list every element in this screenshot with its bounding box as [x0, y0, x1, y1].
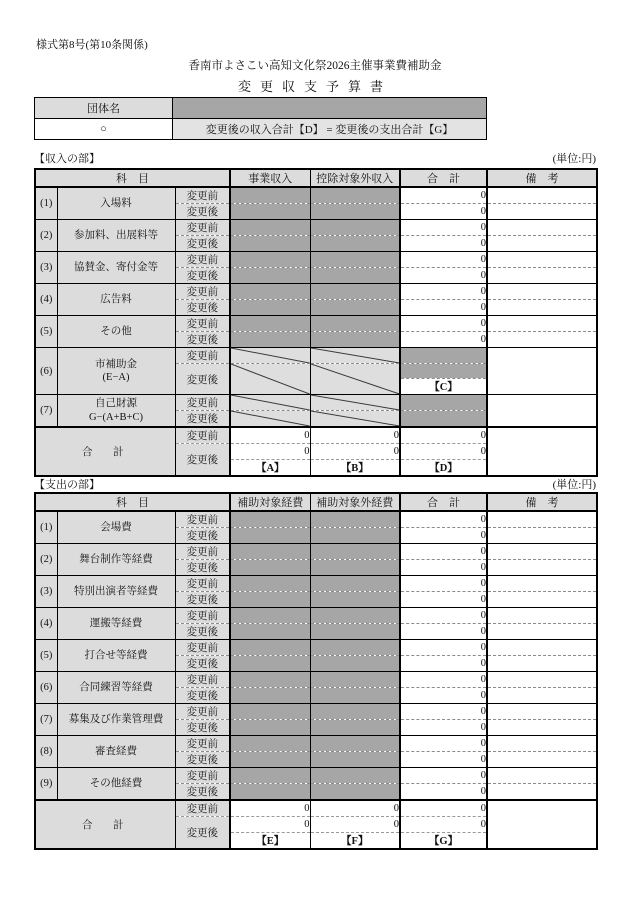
disabled-cell	[230, 268, 310, 284]
total-value: 0	[400, 204, 487, 220]
disabled-cell	[230, 720, 310, 736]
income-row-no: (6)	[35, 348, 57, 395]
key-cell-e: 【E】	[230, 833, 310, 850]
disabled-cell	[310, 187, 400, 204]
diagonal-line	[231, 348, 310, 363]
organization-name-field	[173, 98, 487, 119]
note-cell	[487, 544, 597, 560]
disabled-cell	[230, 784, 310, 801]
disabled-cell	[230, 187, 310, 204]
income-row-no: (5)	[35, 316, 57, 348]
note-cell	[487, 252, 597, 268]
expense-total-after-col1: 0	[230, 817, 310, 833]
expense-total-before-col1: 0	[230, 800, 310, 817]
disabled-cell	[310, 752, 400, 768]
income-row-name: その他	[57, 316, 175, 348]
before-label: 変更前	[175, 768, 230, 784]
after-label: 変更後	[175, 444, 230, 477]
after-label: 変更後	[175, 560, 230, 576]
key-cell-g: 【G】	[400, 833, 487, 850]
income-total-label: 合 計	[35, 427, 175, 476]
note-cell	[487, 720, 597, 736]
before-label: 変更前	[175, 316, 230, 332]
expense-row-name: 特別出演者等経費	[57, 576, 175, 608]
expense-total-before-sum: 0	[400, 800, 487, 817]
disabled-cell	[400, 348, 487, 364]
total-value: 0	[400, 768, 487, 784]
total-value: 0	[400, 316, 487, 332]
diagonal-line	[231, 364, 310, 394]
disabled-cell	[310, 784, 400, 801]
disabled-cell	[230, 656, 310, 672]
disabled-cell	[310, 284, 400, 300]
after-label: 変更後	[175, 592, 230, 608]
disabled-cell	[310, 592, 400, 608]
diagonal-line	[311, 348, 400, 363]
expense-table	[34, 492, 598, 850]
before-label: 変更前	[175, 576, 230, 592]
note-cell	[487, 560, 597, 576]
expense-row-name: 運搬等経費	[57, 608, 175, 640]
disabled-cell	[230, 316, 310, 332]
organization-name-label: 団体名	[35, 98, 173, 119]
disabled-cell	[310, 688, 400, 704]
before-label: 変更前	[175, 252, 230, 268]
disabled-cell	[230, 300, 310, 316]
disabled-cell	[230, 624, 310, 640]
income-section-header	[34, 150, 596, 166]
expense-row-no: (8)	[35, 736, 57, 768]
total-value: 0	[400, 688, 487, 704]
after-label: 変更後	[175, 268, 230, 284]
income-row-name: 協賛金、寄付金等	[57, 252, 175, 284]
expense-row-name: 合同練習等経費	[57, 672, 175, 704]
note-cell	[487, 187, 597, 204]
total-value: 0	[400, 284, 487, 300]
disabled-cell	[310, 640, 400, 656]
note-cell	[487, 624, 597, 640]
disabled-cell	[310, 560, 400, 576]
disabled-cell	[310, 576, 400, 592]
income-total-after-col2: 0	[310, 444, 400, 460]
note-cell	[487, 220, 597, 236]
note-cell	[487, 672, 597, 688]
after-label: 変更後	[175, 528, 230, 544]
total-value: 0	[400, 300, 487, 316]
crossed-out-cell	[310, 364, 400, 395]
total-value: 0	[400, 784, 487, 801]
note-cell	[487, 576, 597, 592]
total-value: 0	[400, 252, 487, 268]
after-label: 変更後	[175, 300, 230, 316]
expense-header-col2: 補助対象外経費	[310, 493, 400, 511]
total-value: 0	[400, 236, 487, 252]
disabled-cell	[230, 560, 310, 576]
disabled-cell	[400, 411, 487, 428]
expense-header-col1: 補助対象経費	[230, 493, 310, 511]
circle-mark: ○	[35, 119, 173, 140]
crossed-out-cell	[310, 348, 400, 364]
crossed-out-cell	[230, 348, 310, 364]
note-cell	[487, 784, 597, 801]
note-cell	[487, 736, 597, 752]
expense-row-name: 審査経費	[57, 736, 175, 768]
note-cell	[487, 284, 597, 300]
disabled-cell	[310, 252, 400, 268]
total-value: 0	[400, 736, 487, 752]
expense-row-no: (7)	[35, 704, 57, 736]
disabled-cell	[310, 768, 400, 784]
income-header-total: 合 計	[400, 169, 487, 187]
disabled-cell	[230, 704, 310, 720]
note-cell	[487, 427, 597, 476]
disabled-cell	[310, 720, 400, 736]
disabled-cell	[310, 511, 400, 528]
disabled-cell	[230, 528, 310, 544]
expense-row-name: 舞台制作等経費	[57, 544, 175, 576]
form-number: 様式第8号(第10条関係)	[36, 39, 148, 51]
disabled-cell	[230, 204, 310, 220]
expense-row-no: (1)	[35, 511, 57, 544]
total-value: 0	[400, 544, 487, 560]
expense-row-name: 会場費	[57, 511, 175, 544]
expense-row-no: (5)	[35, 640, 57, 672]
income-header-col2: 控除対象外収入	[310, 169, 400, 187]
before-label: 変更前	[175, 187, 230, 204]
income-row-name	[57, 395, 175, 428]
crossed-out-cell	[230, 395, 310, 411]
after-label: 変更後	[175, 411, 230, 428]
after-label: 変更後	[175, 784, 230, 801]
before-label: 変更前	[175, 427, 230, 444]
disabled-cell	[230, 736, 310, 752]
income-row-name	[57, 348, 175, 395]
disabled-cell	[400, 364, 487, 379]
expense-row-no: (6)	[35, 672, 57, 704]
after-label: 変更後	[175, 817, 230, 850]
expense-header-item: 科 目	[35, 493, 230, 511]
note-cell	[487, 332, 597, 348]
before-label: 変更前	[175, 640, 230, 656]
before-label: 変更前	[175, 672, 230, 688]
note-cell	[487, 752, 597, 768]
after-label: 変更後	[175, 656, 230, 672]
disabled-cell	[310, 528, 400, 544]
disabled-cell	[230, 672, 310, 688]
disabled-cell	[230, 332, 310, 348]
note-cell	[487, 395, 597, 428]
diagonal-line	[311, 395, 400, 410]
after-label: 変更後	[175, 332, 230, 348]
expense-header-note: 備 考	[487, 493, 597, 511]
expense-section-header	[34, 476, 596, 492]
totals-equation: 変更後の収入合計【D】 = 変更後の支出合計【G】	[173, 119, 487, 140]
disabled-cell	[310, 672, 400, 688]
expense-header-total: 合 計	[400, 493, 487, 511]
disabled-cell	[310, 220, 400, 236]
disabled-cell	[310, 300, 400, 316]
total-value: 0	[400, 187, 487, 204]
diagonal-line	[231, 395, 310, 410]
income-table	[34, 168, 598, 477]
crossed-out-cell	[230, 411, 310, 428]
diagonal-line	[231, 411, 310, 426]
disabled-cell	[310, 268, 400, 284]
income-row-no: (1)	[35, 187, 57, 220]
total-value: 0	[400, 624, 487, 640]
disabled-cell	[230, 544, 310, 560]
note-cell	[487, 348, 597, 395]
title-block	[0, 57, 630, 95]
income-row-name: 参加料、出展料等	[57, 220, 175, 252]
before-label: 変更前	[175, 736, 230, 752]
total-value: 0	[400, 332, 487, 348]
expense-row-no: (3)	[35, 576, 57, 608]
total-value: 0	[400, 752, 487, 768]
expense-total-label: 合 計	[35, 800, 175, 849]
diagonal-line	[311, 411, 400, 426]
expense-row-no: (2)	[35, 544, 57, 576]
disabled-cell	[310, 316, 400, 332]
disabled-cell	[230, 284, 310, 300]
disabled-cell	[310, 544, 400, 560]
expense-total-before-col2: 0	[310, 800, 400, 817]
expense-row-name: その他経費	[57, 768, 175, 801]
before-label: 変更前	[175, 511, 230, 528]
note-cell	[487, 528, 597, 544]
expense-total-after-sum: 0	[400, 817, 487, 833]
key-cell-a: 【A】	[230, 460, 310, 477]
total-value: 0	[400, 511, 487, 528]
note-cell	[487, 592, 597, 608]
disabled-cell	[230, 252, 310, 268]
after-label: 変更後	[175, 364, 230, 395]
disabled-cell	[230, 220, 310, 236]
income-header-note: 備 考	[487, 169, 597, 187]
note-cell	[487, 300, 597, 316]
total-value: 0	[400, 576, 487, 592]
after-label: 変更後	[175, 236, 230, 252]
disabled-cell	[310, 704, 400, 720]
key-cell-c: 【C】	[400, 379, 487, 395]
disabled-cell	[310, 608, 400, 624]
note-cell	[487, 656, 597, 672]
disabled-cell	[230, 768, 310, 784]
organization-table	[34, 97, 487, 140]
total-value: 0	[400, 672, 487, 688]
key-cell-b: 【B】	[310, 460, 400, 477]
crossed-out-cell	[230, 364, 310, 395]
total-value: 0	[400, 704, 487, 720]
disabled-cell	[310, 624, 400, 640]
disabled-cell	[310, 204, 400, 220]
total-value: 0	[400, 528, 487, 544]
income-row-no: (4)	[35, 284, 57, 316]
before-label: 変更前	[175, 284, 230, 300]
expense-row-name: 募集及び作業管理費	[57, 704, 175, 736]
after-label: 変更後	[175, 688, 230, 704]
disabled-cell	[310, 236, 400, 252]
crossed-out-cell	[310, 395, 400, 411]
income-row-name: 入場料	[57, 187, 175, 220]
name-line: (E−A)	[102, 372, 130, 383]
disabled-cell	[230, 592, 310, 608]
name-line: 市補助金	[95, 358, 137, 370]
expense-total-after-col2: 0	[310, 817, 400, 833]
note-cell	[487, 704, 597, 720]
disabled-cell	[230, 576, 310, 592]
note-cell	[487, 688, 597, 704]
income-section-label: 【収入の部】	[34, 153, 100, 165]
total-value: 0	[400, 640, 487, 656]
disabled-cell	[310, 656, 400, 672]
after-label: 変更後	[175, 752, 230, 768]
total-value: 0	[400, 268, 487, 284]
income-row-no: (3)	[35, 252, 57, 284]
page-title: 変更収支予算書	[237, 79, 392, 94]
disabled-cell	[230, 752, 310, 768]
income-total-before-col2: 0	[310, 427, 400, 444]
note-cell	[487, 640, 597, 656]
total-value: 0	[400, 720, 487, 736]
note-cell	[487, 768, 597, 784]
total-value: 0	[400, 608, 487, 624]
name-line: G−(A+B+C)	[89, 411, 143, 423]
disabled-cell	[310, 332, 400, 348]
after-label: 変更後	[175, 204, 230, 220]
crossed-out-cell	[310, 411, 400, 428]
before-label: 変更前	[175, 608, 230, 624]
note-cell	[487, 316, 597, 332]
income-total-before-col1: 0	[230, 427, 310, 444]
before-label: 変更前	[175, 800, 230, 817]
expense-section-label: 【支出の部】	[34, 479, 100, 491]
after-label: 変更後	[175, 624, 230, 640]
note-cell	[487, 511, 597, 528]
disabled-cell	[230, 236, 310, 252]
disabled-cell	[230, 608, 310, 624]
total-value: 0	[400, 592, 487, 608]
income-row-name: 広告料	[57, 284, 175, 316]
disabled-cell	[230, 688, 310, 704]
before-label: 変更前	[175, 220, 230, 236]
before-label: 変更前	[175, 395, 230, 411]
unit-label: (単位:円)	[552, 153, 596, 165]
total-value: 0	[400, 656, 487, 672]
income-row-no: (7)	[35, 395, 57, 428]
before-label: 変更前	[175, 348, 230, 364]
expense-row-name: 打合せ等経費	[57, 640, 175, 672]
note-cell	[487, 204, 597, 220]
note-cell	[487, 800, 597, 849]
after-label: 変更後	[175, 720, 230, 736]
income-header-col1: 事業収入	[230, 169, 310, 187]
income-total-after-col1: 0	[230, 444, 310, 460]
disabled-cell	[230, 640, 310, 656]
key-cell-f: 【F】	[310, 833, 400, 850]
note-cell	[487, 236, 597, 252]
income-row-no: (2)	[35, 220, 57, 252]
income-total-before-sum: 0	[400, 427, 487, 444]
note-cell	[487, 608, 597, 624]
disabled-cell	[400, 395, 487, 411]
name-line: 自己財源	[95, 398, 137, 410]
income-total-after-sum: 0	[400, 444, 487, 460]
expense-row-no: (4)	[35, 608, 57, 640]
unit-label: (単位:円)	[552, 479, 596, 491]
subsidy-program-title: 香南市よさこい高知文化祭2026主催事業費補助金	[188, 60, 442, 72]
income-header-item: 科 目	[35, 169, 230, 187]
expense-row-no: (9)	[35, 768, 57, 801]
key-cell-d: 【D】	[400, 460, 487, 477]
before-label: 変更前	[175, 544, 230, 560]
total-value: 0	[400, 560, 487, 576]
diagonal-line	[311, 364, 400, 394]
note-cell	[487, 268, 597, 284]
disabled-cell	[310, 736, 400, 752]
disabled-cell	[230, 511, 310, 528]
total-value: 0	[400, 220, 487, 236]
before-label: 変更前	[175, 704, 230, 720]
